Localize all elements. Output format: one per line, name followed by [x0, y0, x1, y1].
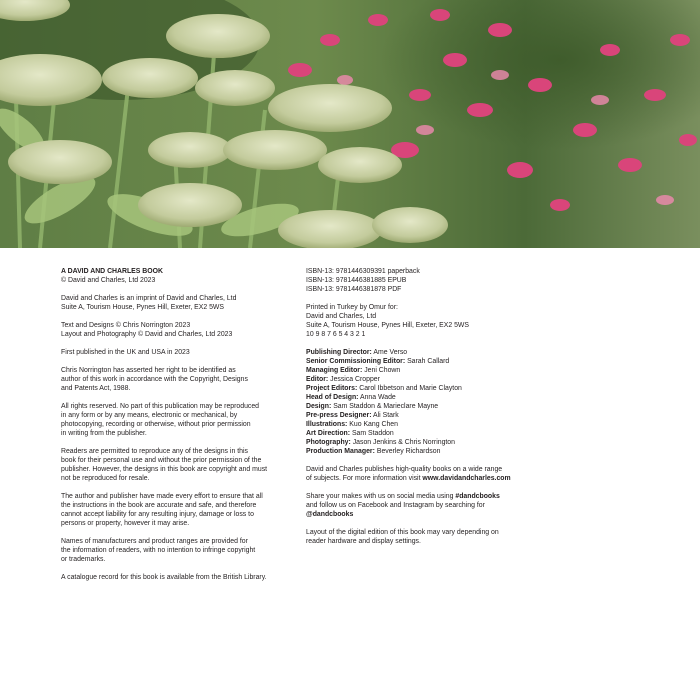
credit-line: Managing Editor: Jeni Chown — [306, 367, 401, 374]
first-published: First published in the UK and USA in 2023 — [61, 349, 190, 356]
publisher-info: David and Charles publishes high-quality books on a wide range of subjects. For more information visit www.davidandcharles.com — [306, 466, 511, 482]
designs-copyright: Text and Designs © Chris Norrington 2023 Layout and Photography © David and Charles, Ltd 2023 — [61, 322, 233, 338]
website-link[interactable]: www.davidandcharles.com — [422, 475, 511, 482]
social-media-info: Share your makes with us on social media using #dandcbooks and follow us on Facebook and Instagram by searching for @dandcbooks — [306, 492, 546, 519]
rights-reserved-notice: All rights reserved. No part of this publication may be reproduced in any form or by any means, electronic or mechanical, by photocopying, recording or otherwise, without prior permission in writing from the publisher. — [61, 403, 260, 437]
credit-line: Project Editors: Carol Ibbetson and Marie Clayton — [306, 385, 462, 392]
copyright-line: © David and Charles, Ltd 2023 — [61, 277, 156, 284]
credit-line: Photography: Jason Jenkins & Chris Norrington — [306, 439, 455, 446]
moral-rights-notice: Chris Norrington has asserted her right to be identified as author of this work in accordance with the Copyright, Designs and Patents Act, 1988. — [61, 367, 248, 392]
digital-edition-note: Layout of the digital edition of this book may vary depending on reader hardware and display settings. — [306, 529, 499, 545]
trademark-notice: Names of manufacturers and product ranges are provided for the information of readers, with no intention to infringe copyright or trademarks. — [61, 538, 256, 563]
liability-disclaimer: The author and publisher have made every effort to ensure that all the instructions in the book are accurate and safe, and therefore cannot accept liability for any resulting injury, damage or loss to persons or property, however it may arise. — [61, 493, 263, 527]
hashtag: #dandcbooks — [455, 493, 500, 500]
credit-line: Head of Design: Anna Wade — [306, 394, 396, 401]
printer-info: Printed in Turkey by Omur for: David and Charles, Ltd Suite A, Tourism House, Pynes Hill, Exeter, EX2 5WS 10 9 8 7 6 5 4 3 2 1 — [306, 304, 470, 338]
book-title: A DAVID AND CHARLES BOOK — [61, 268, 163, 275]
garden-photo — [0, 0, 700, 248]
credit-line: Senior Commissioning Editor: Sarah Callard — [306, 358, 450, 365]
credit-line: Art Direction: Sam Staddon — [306, 430, 394, 437]
catalogue-record: A catalogue record for this book is available from the British Library. — [61, 574, 267, 581]
credit-line: Design: Sam Staddon & Marieclare Mayne — [306, 403, 439, 410]
social-handle: @dandcbooks — [306, 511, 354, 518]
isbn-list: ISBN-13: 9781446309391 paperback ISBN-13: 9781446381885 EPUB ISBN-13: 9781446381878 PDF — [306, 268, 420, 293]
imprint-notice: David and Charles is an imprint of David and Charles, Ltd Suite A, Tourism House, Pynes Hill, Exeter, EX2 5WS — [61, 295, 237, 311]
readers-permission-notice: Readers are permitted to reproduce any of the designs in this book for their personal use and without the prior permission of the publisher. However, the designs in this book are copyright and must not be reproduced for resale. — [61, 448, 268, 482]
credits-list — [306, 348, 546, 456]
credit-line: Production Manager: Beverley Richardson — [306, 448, 441, 455]
copyright-column-left — [61, 267, 296, 591]
credit-line: Illustrations: Kuo Kang Chen — [306, 421, 398, 428]
copyright-column-right — [306, 267, 546, 555]
credit-line: Pre-press Designer: Ali Stark — [306, 412, 399, 419]
credit-line: Editor: Jessica Cropper — [306, 376, 380, 383]
credit-line: Publishing Director: Ame Verso — [306, 349, 408, 356]
